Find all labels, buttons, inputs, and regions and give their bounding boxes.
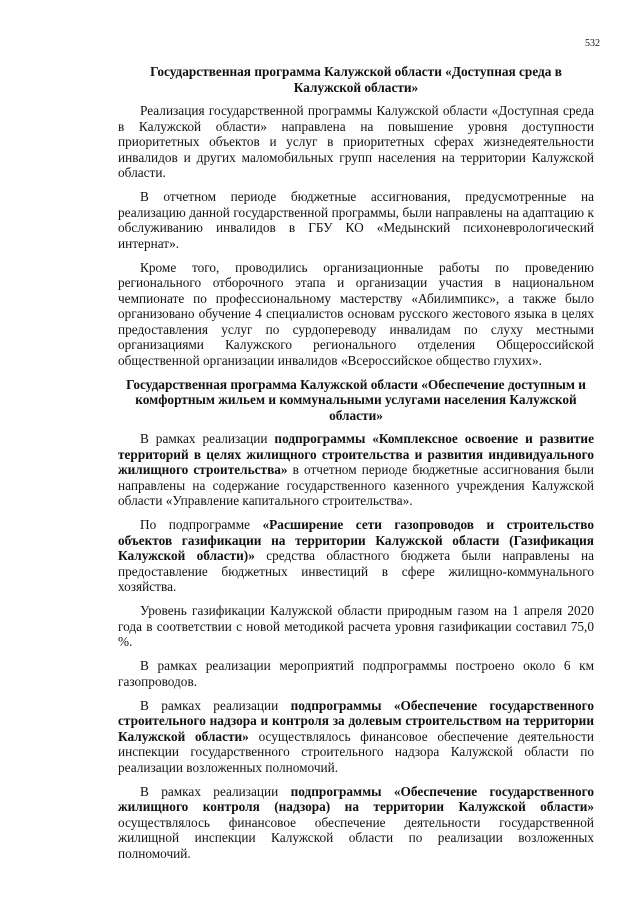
document-body bbox=[118, 64, 594, 870]
paragraph: В рамках реализации подпрограммы «Обеспечение государственного строительного надзора и контроля за долевым строительством на территории Калужской области» осуществлялось финансовое обеспечение деятельности инспекции государственного строительного надзора Калужской области по реализации возложенных полномочий. bbox=[118, 697, 594, 775]
bold-phrase: подпрограммы «Комплексное освоение и развитие территорий в целях жилищного строительства и развития индивидуального жилищного строительства» bbox=[118, 431, 594, 477]
paragraph: Уровень газификации Калужской области природным газом на 1 апреля 2020 года в соответствии с новой методикой расчета уровня газификации составил 75,0 %. bbox=[118, 603, 594, 649]
section-title: Государственная программа Калужской области «Доступная среда в Калужской области» bbox=[150, 64, 562, 95]
bold-phrase: подпрограммы «Обеспечение государственного строительного надзора и контроля за долевым строительством на территории Калужской области» bbox=[118, 697, 594, 744]
paragraph: По подпрограмме «Расширение сети газопроводов и строительство объектов газификации на территории Калужской области (Газификация Калужской области)» средства областного бюджета были направлены на предоставление бюджетных инвестиций в сфере жилищно-коммунального хозяйства. bbox=[118, 517, 594, 594]
paragraph: Реализация государственной программы Калужской области «Доступная среда в Калужской области» направлена на повышение уровня доступности приоритетных объектов и услуг в приоритетных сферах жизнедеятельности инвалидов и других маломобильных групп населения на территории Калужской области. bbox=[118, 103, 594, 180]
paragraph: Кроме того, проводились организационные работы по проведению регионального отборочного этапа и организации участия в национальном чемпионате по профессиональному мастерству «Абилимпикс», а также было организовано обучение 4 специалистов основам русского жестового языка в целях предоставления услуг по сурдопереводу инвалидам по слуху местными организациями Калужского регионального отделения Общероссийской общественной организации инвалидов «Всероссийское общество глухих». bbox=[118, 259, 594, 368]
paragraph: В отчетном периоде бюджетные ассигнования, предусмотренные на реализацию данной государственной программы, были направлены на адаптацию к обслуживанию инвалидов в ГБУ КО «Медынский психоневрологический интернат». bbox=[118, 189, 594, 251]
section-title: Государственная программа Калужской области «Обеспечение доступным и комфортным жильем и коммунальными услугами населения Калужской области» bbox=[126, 376, 586, 423]
paragraph: В рамках реализации подпрограммы «Комплексное освоение и развитие территорий в целях жилищного строительства и развития индивидуального жилищного строительства» в отчетном периоде бюджетные ассигнования были направлены на содержание государственного казенного учреждения Калужской области «Управление капитального строительства». bbox=[118, 431, 594, 508]
bold-phrase: «Расширение сети газопроводов и строительство объектов газификации на территории Калужской области (Газификация Калужской области)» bbox=[118, 517, 594, 563]
paragraph: В рамках реализации мероприятий подпрограммы построено около 6 км газопроводов. bbox=[118, 658, 594, 689]
paragraph: В рамках реализации подпрограммы «Обеспечение государственного жилищного контроля (надзора) на территории Калужской области» осуществлялось финансовое обеспечение деятельности государственной жилищной инспекции Калужской области по реализации возложенных полномочий. bbox=[118, 783, 594, 861]
page-number: 532 bbox=[585, 38, 600, 49]
bold-phrase: подпрограммы «Обеспечение государственного жилищного контроля (надзора) на территории Калужской области» bbox=[118, 783, 594, 814]
